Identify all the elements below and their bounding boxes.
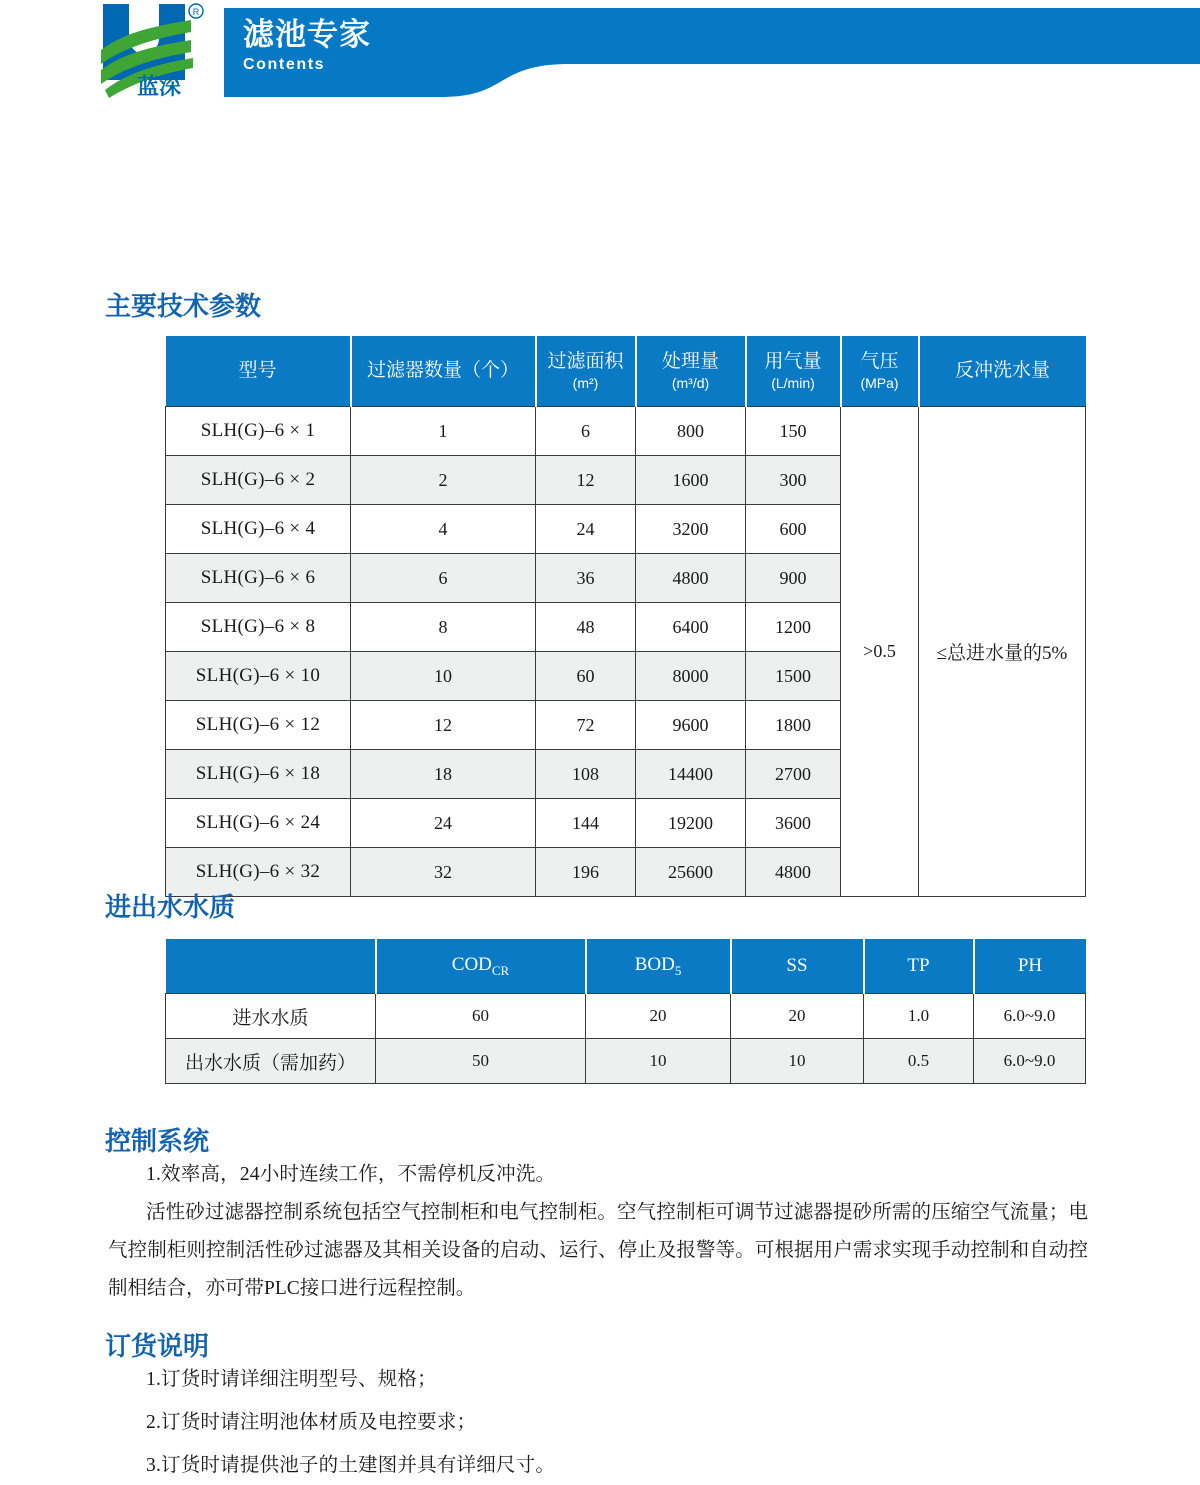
spec-col-filter-area: 过滤面积 (m²) bbox=[536, 336, 636, 407]
section-heading-control-system: 控制系统 bbox=[105, 1126, 210, 1156]
table-row bbox=[166, 407, 1086, 456]
cell-model: SLH(G)–6 × 24 bbox=[166, 799, 351, 848]
cell-model: SLH(G)–6 × 8 bbox=[166, 603, 351, 652]
logo-brand-text: 蓝深 bbox=[136, 74, 182, 99]
banner-title-en: Contents bbox=[243, 56, 326, 73]
order-note-3: 3.订货时请提供池子的土建图并具有详细尺寸。 bbox=[146, 1455, 556, 1476]
spec-col-capacity: 处理量 (m³/d) bbox=[636, 336, 746, 407]
cell-wq-label: 出水水质（需加药） bbox=[166, 1039, 376, 1084]
banner-title-cn: 滤池专家 bbox=[243, 17, 371, 52]
cell-capacity: 8000 bbox=[636, 652, 746, 701]
table-row bbox=[166, 994, 1086, 1039]
cell-wq-bod: 10 bbox=[586, 1039, 731, 1084]
cell-wq-ph: 6.0~9.0 bbox=[974, 1039, 1086, 1084]
cell-count: 18 bbox=[351, 750, 536, 799]
cell-air: 300 bbox=[746, 456, 841, 505]
spec-col-model: 型号 bbox=[166, 336, 351, 407]
cell-air: 3600 bbox=[746, 799, 841, 848]
cell-wq-ph: 6.0~9.0 bbox=[974, 994, 1086, 1039]
cell-wq-ss: 20 bbox=[731, 994, 864, 1039]
wq-table-header-row bbox=[166, 939, 1086, 994]
cell-count: 32 bbox=[351, 848, 536, 897]
cell-wq-bod: 20 bbox=[586, 994, 731, 1039]
cell-count: 10 bbox=[351, 652, 536, 701]
cell-air: 1200 bbox=[746, 603, 841, 652]
section-heading-order-notes: 订货说明 bbox=[105, 1331, 210, 1361]
cell-area: 36 bbox=[536, 554, 636, 603]
cell-capacity: 25600 bbox=[636, 848, 746, 897]
cell-model: SLH(G)–6 × 6 bbox=[166, 554, 351, 603]
order-note-2: 2.订货时请注明池体材质及电控要求； bbox=[146, 1412, 477, 1433]
order-note-1: 1.订货时请详细注明型号、规格； bbox=[146, 1369, 437, 1390]
cell-count: 24 bbox=[351, 799, 536, 848]
spec-col-pressure: 气压 (MPa) bbox=[841, 336, 919, 407]
wq-col-ph: PH bbox=[974, 939, 1086, 994]
spec-table-header-row bbox=[166, 336, 1086, 407]
wq-col-blank bbox=[166, 939, 376, 994]
cell-capacity: 4800 bbox=[636, 554, 746, 603]
wq-col-tp: TP bbox=[864, 939, 974, 994]
wq-col-cod: $COD_{CR}$ bbox=[376, 939, 586, 994]
page-header bbox=[0, 0, 1200, 104]
cell-capacity: 6400 bbox=[636, 603, 746, 652]
section-heading-spec: 主要技术参数 bbox=[105, 291, 262, 321]
cell-model: SLH(G)–6 × 18 bbox=[166, 750, 351, 799]
cell-area: 6 bbox=[536, 407, 636, 456]
table-row bbox=[166, 1039, 1086, 1084]
cell-area: 108 bbox=[536, 750, 636, 799]
cell-capacity: 3200 bbox=[636, 505, 746, 554]
water-quality-table bbox=[165, 939, 1086, 1084]
cell-wq-ss: 10 bbox=[731, 1039, 864, 1084]
cell-model: SLH(G)–6 × 2 bbox=[166, 456, 351, 505]
cell-area: 196 bbox=[536, 848, 636, 897]
svg-text:R: R bbox=[192, 7, 200, 17]
cell-air: 600 bbox=[746, 505, 841, 554]
cell-count: 4 bbox=[351, 505, 536, 554]
cell-capacity: 800 bbox=[636, 407, 746, 456]
section-heading-water-quality: 进出水水质 bbox=[105, 892, 236, 922]
cell-capacity: 9600 bbox=[636, 701, 746, 750]
cell-area: 24 bbox=[536, 505, 636, 554]
cell-count: 1 bbox=[351, 407, 536, 456]
cell-pressure-merged: >0.5 bbox=[841, 407, 919, 897]
cell-count: 2 bbox=[351, 456, 536, 505]
wq-col-bod: $BOD_5$ bbox=[586, 939, 731, 994]
cell-count: 6 bbox=[351, 554, 536, 603]
cell-capacity: 19200 bbox=[636, 799, 746, 848]
spec-col-backwash: 反冲洗水量 bbox=[919, 336, 1086, 407]
cell-model: SLH(G)–6 × 1 bbox=[166, 407, 351, 456]
cell-wq-tp: 0.5 bbox=[864, 1039, 974, 1084]
wq-col-ss: SS bbox=[731, 939, 864, 994]
control-system-paragraph: 活性砂过滤器控制系统包括空气控制柜和电气控制柜。空气控制柜可调节过滤器提砂所需的压缩空气流量；电气控制柜则控制活性砂过滤器及其相关设备的启动、运行、停止及报警等。可根据用户需求实现手动控制和自动控制相结合，亦可带PLC接口进行远程控制。 bbox=[108, 1202, 1088, 1299]
company-logo bbox=[99, 2, 209, 102]
cell-air: 150 bbox=[746, 407, 841, 456]
cell-model: SLH(G)–6 × 12 bbox=[166, 701, 351, 750]
cell-wq-cod: 50 bbox=[376, 1039, 586, 1084]
cell-air: 1800 bbox=[746, 701, 841, 750]
cell-count: 8 bbox=[351, 603, 536, 652]
cell-backwash-merged: ≤总进水量的5% bbox=[919, 407, 1086, 897]
cell-wq-label: 进水水质 bbox=[166, 994, 376, 1039]
cell-air: 900 bbox=[746, 554, 841, 603]
spec-col-air-usage: 用气量 (L/min) bbox=[746, 336, 841, 407]
cell-air: 1500 bbox=[746, 652, 841, 701]
cell-air: 2700 bbox=[746, 750, 841, 799]
banner-text-group bbox=[243, 17, 371, 75]
cell-model: SLH(G)–6 × 4 bbox=[166, 505, 351, 554]
control-system-item-1: 1.效率高，24小时连续工作，不需停机反冲洗。 bbox=[146, 1164, 556, 1185]
cell-area: 72 bbox=[536, 701, 636, 750]
cell-capacity: 1600 bbox=[636, 456, 746, 505]
cell-capacity: 14400 bbox=[636, 750, 746, 799]
cell-area: 48 bbox=[536, 603, 636, 652]
cell-area: 144 bbox=[536, 799, 636, 848]
spec-col-filter-count: 过滤器数量（个） bbox=[351, 336, 536, 407]
cell-model: SLH(G)–6 × 32 bbox=[166, 848, 351, 897]
cell-area: 12 bbox=[536, 456, 636, 505]
cell-wq-tp: 1.0 bbox=[864, 994, 974, 1039]
cell-wq-cod: 60 bbox=[376, 994, 586, 1039]
cell-area: 60 bbox=[536, 652, 636, 701]
cell-count: 12 bbox=[351, 701, 536, 750]
cell-model: SLH(G)–6 × 10 bbox=[166, 652, 351, 701]
spec-table bbox=[165, 336, 1086, 897]
cell-air: 4800 bbox=[746, 848, 841, 897]
